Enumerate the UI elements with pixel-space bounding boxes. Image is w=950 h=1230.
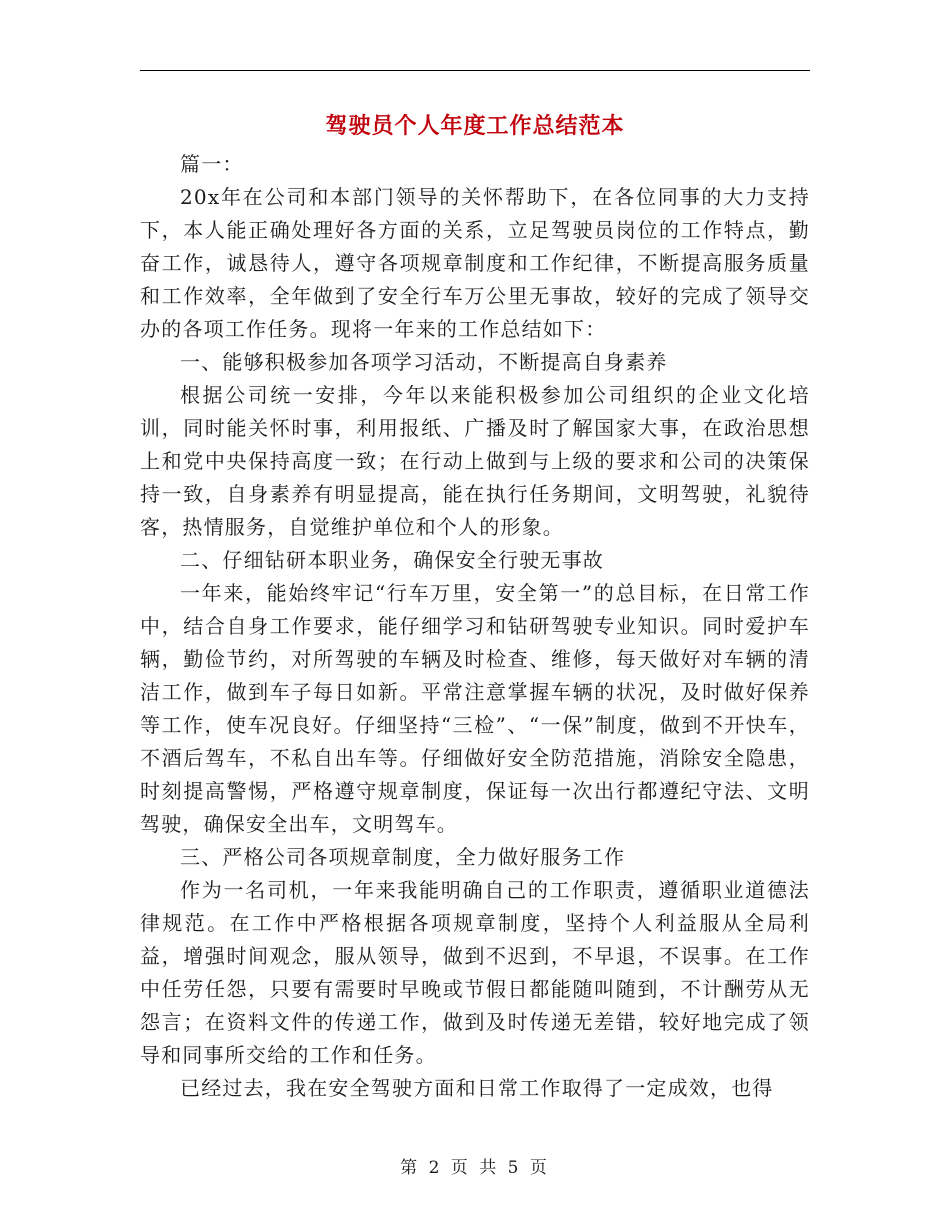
heading-1: 一、能够积极参加各项学习活动，不断提高自身素养: [180, 350, 668, 374]
section-label: 篇一：: [180, 152, 244, 176]
paragraph-4: 已经过去，我在安全驾驶方面和日常工作取得了一定成效，也得: [180, 1076, 774, 1100]
paragraph-3: 作为一名司机，一年来我能明确自己的工作职责，遵循职业道德法律规范。在工作中严格根据各项规章制度，坚持个人利益服从全局利益，增强时间观念，服从领导，做到不迟到，不早退，不误事。在工作中任劳任怨，只要有需要时早晚或节假日都能随叫随到，不计酬劳从无怨言；在资料文件的传递工作，做到及时传递无差错，较好地完成了领导和同事所交给的工作和任务。: [140, 878, 810, 1067]
heading-3: 三、严格公司各项规章制度，全力做好服务工作: [180, 845, 626, 869]
intro-paragraph: 20x年在公司和本部门领导的关怀帮助下，在各位同事的大力支持下，本人能正确处理好各方面的关系，立足驾驶员岗位的工作特点，勤奋工作，诚恳待人，遵守各项规章制度和工作纪律，不断提高服务质量和工作效率，全年做到了安全行车万公里无事故，较好的完成了领导交办的各项工作任务。现将一年来的工作总结如下：: [140, 185, 810, 341]
document-body: [140, 148, 810, 1105]
header-rule: [140, 70, 810, 71]
paragraph-1: 根据公司统一安排，今年以来能积极参加公司组织的企业文化培训，同时能关怀时事，利用报纸、广播及时了解国家大事，在政治思想上和党中央保持高度一致；在行动上做到与上级的要求和公司的决策保持一致，自身素养有明显提高，能在执行任务期间，文明驾驶，礼貌待客，热情服务，自觉维护单位和个人的形象。: [140, 383, 810, 539]
document-title: 驾驶员个人年度工作总结范本: [325, 114, 625, 139]
paragraph-2: 一年来，能始终牢记“行车万里，安全第一”的总目标，在日常工作中，结合自身工作要求，能仔细学习和钻研驾驶专业知识。同时爱护车辆，勤俭节约，对所驾驶的车辆及时检查、维修，每天做好对车辆的清洁工作，做到车子每日如新。平常注意掌握车辆的状况，及时做好保养等工作，使车况良好。仔细坚持“三检”、“一保”制度，做到不开快车，不酒后驾车，不私自出车等。仔细做好安全防范措施，消除安全隐患，时刻提高警惕，严格遵守规章制度，保证每一次出行都遵纪守法、文明驾驶，确保安全出车，文明驾车。: [140, 581, 810, 836]
page-number: 第 2 页 共 5 页: [400, 1158, 550, 1178]
heading-2: 二、仔细钻研本职业务，确保安全行驶无事故: [180, 548, 604, 572]
